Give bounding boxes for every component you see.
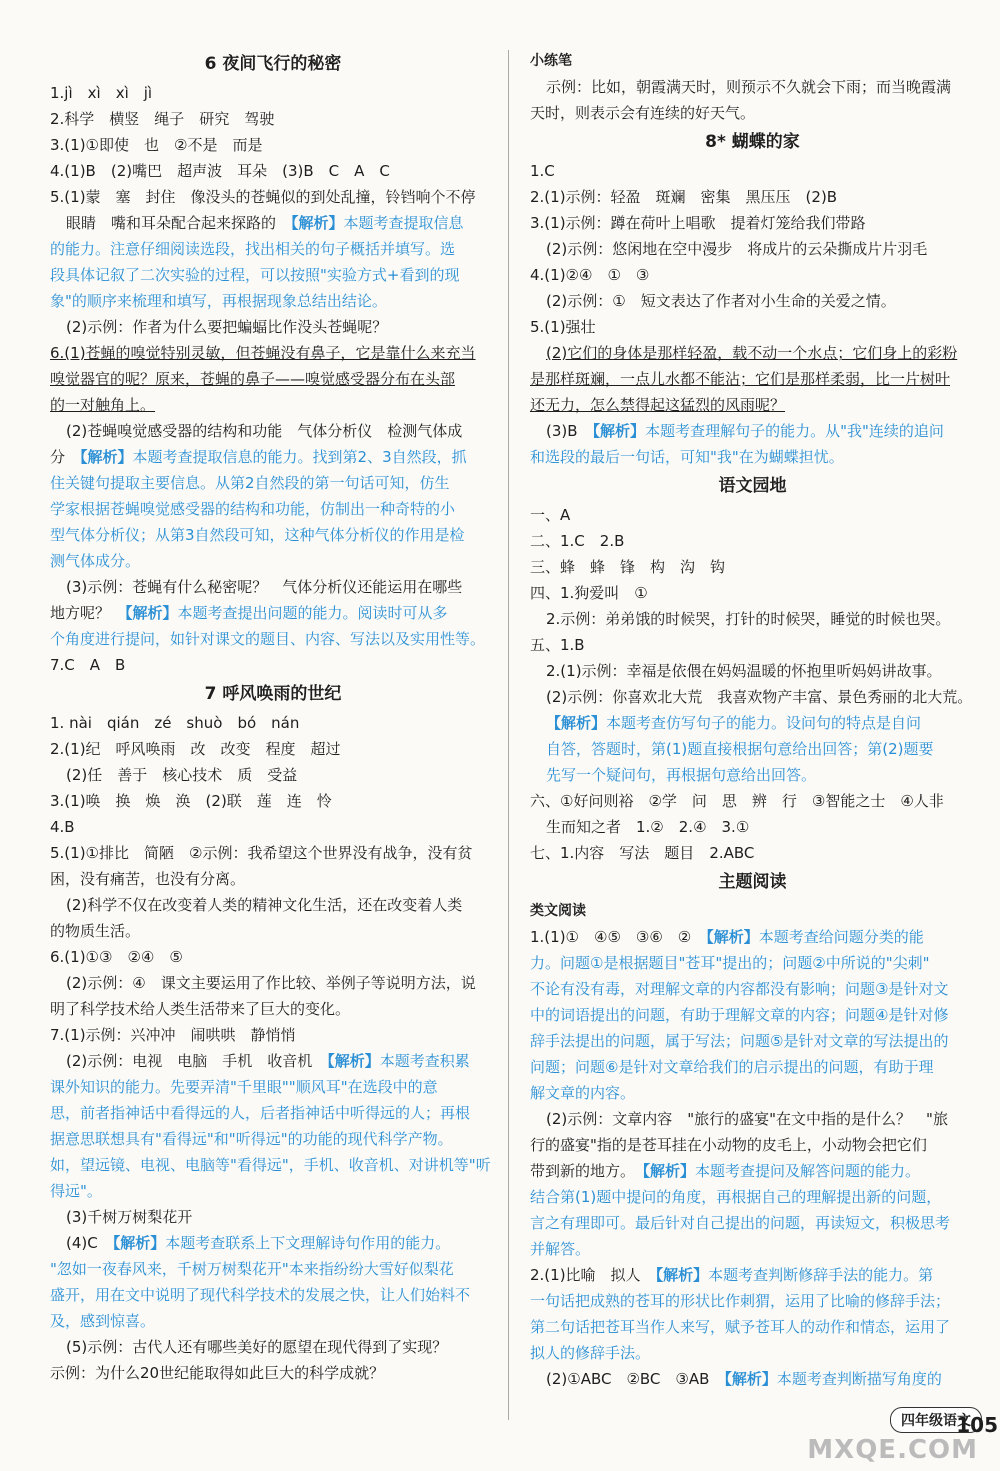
analysis-text-line (50, 522, 496, 548)
line-text: 个角度进行提问，如针对课文的题目、内容、写法以及实用性等。 (50, 630, 486, 648)
answer-line (530, 814, 975, 840)
line-text: 是那样斑斓，一点儿水都不能沾；它们是那样柔弱，比一片树叶 (530, 370, 951, 388)
subsection-title (530, 898, 975, 924)
analysis-text-line (530, 976, 975, 1002)
answer-line (530, 314, 975, 340)
line-text: (2)示例：① 短文表达了作者对小生命的关爱之情。 (546, 292, 896, 310)
answer-line (50, 106, 496, 132)
answer-line (50, 736, 496, 762)
answer-line (50, 314, 496, 340)
line-text: 1.(1)① ④⑤ ③⑥ ② (530, 928, 707, 946)
analysis-tag: 【解析】 (112, 1234, 166, 1252)
line-text: 1. nài qián zé shuò bó nán (50, 714, 300, 732)
line-text: 2.(1)比喻 拟人 (530, 1266, 656, 1284)
answer-line (50, 652, 496, 678)
answer-line (530, 1366, 975, 1392)
answer-line (530, 554, 975, 580)
answer-line (530, 418, 975, 444)
line-text: 拟人的修辞手法。 (530, 1344, 651, 1362)
line-text: 辞手法提出的问题，属于写法；问题⑤是针对文章的写法提出的 (530, 1032, 949, 1050)
answer-line (50, 600, 496, 626)
line-text: (3)B (546, 422, 593, 440)
line-text: 不论有没有毒，对理解文章的内容都没有影响；问题③是针对文 (530, 980, 949, 998)
line-text: 分 (50, 448, 81, 466)
answer-line (50, 892, 496, 918)
section-title (530, 470, 975, 502)
answer-line (50, 710, 496, 736)
line-text: 明了科学技术给人类生活带来了巨大的变化。 (50, 1000, 351, 1018)
answer-line (50, 184, 496, 210)
answer-line (530, 736, 975, 762)
line-text: 嗅觉器官的呢？原来，苍蝇的鼻子——嗅觉感受器分布在头部 (50, 370, 456, 388)
answer-line (530, 632, 975, 658)
line-text: 带到新的地方。 (530, 1162, 643, 1180)
analysis-text-line (530, 1028, 975, 1054)
line-text: (3)千树万树梨花开 (66, 1208, 193, 1226)
line-text: 小练笔 (530, 53, 572, 69)
answer-line (530, 262, 975, 288)
analysis-text-line (50, 470, 496, 496)
line-text: 盛开，用在文中说明了现代科学技术的发展之快，让人们始料不 (50, 1286, 471, 1304)
analysis-text-line (530, 1002, 975, 1028)
line-text: 4.B (50, 818, 75, 836)
line-text: (4)C (66, 1234, 113, 1252)
answer-line (530, 762, 975, 788)
answer-line (530, 684, 975, 710)
line-text: 6 夜间飞行的秘密 (204, 54, 342, 74)
analysis-text-line (530, 1314, 975, 1340)
line-text: 2.示例：弟弟饿的时候哭，打针的时候哭，睡觉的时候也哭。 (546, 610, 951, 628)
line-text: 第二句话把苍耳当作人来写，赋予苍耳人的动作和情态，运用了 (530, 1318, 951, 1336)
line-text: 象"的顺序来梳理和填写，再根据现象总结出结论。 (50, 292, 387, 310)
line-text: 言之有理即可。最后针对自己提出的问题，再读短文，积极思考 (530, 1214, 951, 1232)
answer-line (50, 866, 496, 892)
answer-line (530, 210, 975, 236)
analysis-text-line (530, 1210, 975, 1236)
analysis-text-line (530, 950, 975, 976)
analysis-tag: 【解析】 (327, 1052, 380, 1070)
line-text: 型气体分析仪；从第3自然段可知，这种气体分析仪的作用是检 (50, 526, 465, 544)
analysis-tag: 【解析】 (724, 1370, 777, 1388)
line-text: 3.(1)①即使 也 ②不是 而是 (50, 136, 263, 154)
line-text: 主题阅读 (718, 872, 787, 892)
line-text: 的物质生活。 (50, 922, 141, 940)
answer-line (530, 658, 975, 684)
analysis-text-line (50, 1074, 496, 1100)
line-text: 语文园地 (718, 476, 787, 496)
line-text: 2.科学 横竖 绳子 研究 驾驶 (50, 110, 275, 128)
line-text: 六、①好问则裕 ②学 问 思 辨 行 ③智能之士 ④人非 (530, 792, 944, 810)
line-text: 3.(1)唤 换 焕 涣 (2)联 莲 连 怜 (50, 792, 332, 810)
line-text: (2)苍蝇嗅觉感受器的结构和功能 气体分析仪 检测气体成 (66, 422, 463, 440)
line-text: 4.(1)②④ ① ③ (530, 266, 650, 284)
line-text: 如，望远镜、电视、电脑等"看得远"，手机、收音机、对讲机等"听 (50, 1156, 491, 1174)
analysis-text-line (530, 1340, 975, 1366)
answer-line (530, 1158, 975, 1184)
right-column (530, 48, 975, 1392)
line-text: 住关键句提取主要信息。从第2自然段的第一句话可知，仿生 (50, 474, 450, 492)
answer-line (530, 580, 975, 606)
answer-line (530, 392, 975, 418)
analysis-text-line (50, 496, 496, 522)
analysis-text-line (530, 1054, 975, 1080)
line-text: 3.(1)示例：蹲在荷叶上唱歌 提着灯笼给我们带路 (530, 214, 866, 232)
analysis-text: 本题考查提出问题的能力。阅读时可从多 (177, 604, 448, 622)
answer-line (530, 340, 975, 366)
answer-line (50, 1230, 496, 1256)
answer-line (530, 1132, 975, 1158)
subsection-title (530, 48, 975, 74)
line-text: 问题；问题⑥是针对文章给我们的启示提出的问题，有助于理 (530, 1058, 934, 1076)
line-text: 困，没有痛苦，也没有分离。 (50, 870, 246, 888)
line-text: (5)示例：古代人还有哪些美好的愿望在现代得到了实现？ (66, 1338, 448, 1356)
answer-line (50, 1334, 496, 1360)
watermark: MXQE.COM (807, 1435, 978, 1465)
answer-line (50, 80, 496, 106)
answer-line (530, 366, 975, 392)
line-text: (2)示例：文章内容 "旅行的盛宴"在文中指的是什么？ "旅 (546, 1110, 948, 1128)
analysis-text: 先写一个疑问句，再根据句意给出回答。 (546, 766, 817, 784)
analysis-text-line (50, 262, 496, 288)
line-text: 7.(1)示例：兴冲冲 闹哄哄 静悄悄 (50, 1026, 296, 1044)
analysis-text-line (50, 626, 496, 652)
analysis-text: 本题考查积累 (379, 1052, 470, 1070)
answer-line (50, 918, 496, 944)
answer-line (530, 74, 975, 100)
answer-line (50, 366, 496, 392)
analysis-text-line (50, 1308, 496, 1334)
line-text: 示例：比如，朝霞满天时，则预示不久就会下雨；而当晚霞满 (546, 78, 952, 96)
analysis-text: 本题考查判断修辞手法的能力。第 (708, 1266, 934, 1284)
analysis-tag: 【解析】 (546, 714, 607, 732)
line-text: 示例：为什么20世纪能取得如此巨大的科学成就？ (50, 1364, 385, 1382)
answer-line (50, 574, 496, 600)
line-text: (2)示例：悠闲地在空中漫步 将成片的云朵撕成片片羽毛 (546, 240, 928, 258)
grade-label: 四年级语文 (890, 1407, 982, 1433)
answer-line (530, 924, 975, 950)
analysis-tag: 【解析】 (592, 422, 646, 440)
line-text: 二、1.C 2.B (530, 532, 625, 550)
analysis-text: 本题考查给问题分类的能 (758, 928, 924, 946)
answer-line (530, 502, 975, 528)
answer-line (530, 184, 975, 210)
line-text: 7.C A B (50, 656, 126, 674)
line-text: 中的词语提出的问题，有助于理解文章的内容；问题④是针对修 (530, 1006, 949, 1024)
analysis-text: 本题考查判断描写角度的 (776, 1370, 942, 1388)
answer-line (530, 158, 975, 184)
analysis-text: 本题考查仿写句子的能力。设问句的特点是自问 (606, 714, 922, 732)
line-text: 三、蜂 蜂 锋 构 沟 钩 (530, 558, 726, 576)
answer-line (50, 418, 496, 444)
analysis-tag: 【解析】 (655, 1266, 709, 1284)
analysis-text-line (50, 1178, 496, 1204)
line-text: 眼睛 嘴和耳朵配合起来探路的 (66, 214, 292, 232)
line-text: 生而知之者 1.② 2.④ 3.① (546, 818, 750, 836)
analysis-text: 本题考查提取信息 (343, 214, 464, 232)
column-divider (508, 50, 509, 1420)
line-text: 一、A (530, 506, 571, 524)
line-text: 5.(1)强壮 (530, 318, 596, 336)
line-text: 8* 蝴蝶的家 (705, 132, 800, 152)
section-title (530, 866, 975, 898)
analysis-text: 本题考查提取信息的能力。找到第2、3自然段，抓 (132, 448, 467, 466)
line-text: 一句话把成熟的苍耳的形状比作刺猬，运用了比喻的修辞手法； (530, 1292, 951, 1310)
line-text: (2)示例：④ 课文主要运用了作比较、举例子等说明方法，说 (66, 974, 476, 992)
line-text: (2)科学不仅在改变着人类的精神文化生活，还在改变着人类 (66, 896, 463, 914)
answer-line (530, 288, 975, 314)
line-text: 七、1.内容 写法 题目 2.ABC (530, 844, 755, 862)
analysis-tag: 【解析】 (706, 928, 759, 946)
answer-line (50, 996, 496, 1022)
line-text: 结合第(1)题中提问的角度，再根据自己的理解提出新的问题， (530, 1188, 942, 1206)
line-text: (2)示例：作者为什么要把蝙蝠比作没头苍蝇呢？ (66, 318, 388, 336)
answer-line (50, 1360, 496, 1386)
line-text: 6.(1)苍蝇的嗅觉特别灵敏，但苍蝇没有鼻子，它是靠什么来充当 (50, 344, 476, 362)
analysis-text: 本题考查联系上下文理解诗句作用的能力。 (165, 1234, 451, 1252)
line-text: 段具体记叙了二次实验的过程，可以按照"实验方式+看到的现 (50, 266, 460, 284)
answer-line (530, 528, 975, 554)
analysis-text-line (530, 1184, 975, 1210)
answer-line (50, 1048, 496, 1074)
line-text: (2)示例：电视 电脑 手机 收音机 (66, 1052, 328, 1070)
line-text: 行的盛宴"指的是苍耳挂在小动物的皮毛上，小动物会把它们 (530, 1136, 927, 1154)
answer-line (530, 236, 975, 262)
analysis-text-line (530, 1236, 975, 1262)
line-text: 7 呼风唤雨的世纪 (204, 684, 342, 704)
analysis-text-line (50, 1100, 496, 1126)
answer-line (50, 814, 496, 840)
line-text: 并解答。 (530, 1240, 591, 1258)
answer-line (530, 788, 975, 814)
line-text: 2.(1)示例：幸福是依偎在妈妈温暖的怀抱里听妈妈讲故事。 (546, 662, 942, 680)
line-text: 1.C (530, 162, 555, 180)
answer-line (50, 340, 496, 366)
answer-line (530, 100, 975, 126)
line-text: (2)任 善于 核心技术 质 受益 (66, 766, 298, 784)
section-title (530, 126, 975, 158)
analysis-text-line (50, 236, 496, 262)
answer-line (530, 840, 975, 866)
section-title (50, 678, 496, 710)
line-text: 天时，则表示会有连续的好天气。 (530, 104, 756, 122)
line-text: (3)示例：苍蝇有什么秘密呢？ 气体分析仪还能运用在哪些 (66, 578, 463, 596)
section-title (50, 48, 496, 80)
line-text: 测气体成分。 (50, 552, 141, 570)
answer-line (50, 444, 496, 470)
line-text: 的能力。注意仔细阅读选段，找出相关的句子概括并填写。选 (50, 240, 456, 258)
line-text: 据意思联想具有"看得远"和"听得远"的功能的现代科学产物。 (50, 1130, 453, 1148)
answer-line (50, 762, 496, 788)
line-text: (2)示例：你喜欢北大荒 我喜欢物产丰富、景色秀丽的北大荒。 (546, 688, 973, 706)
line-text: (2)①ABC ②BC ③AB (546, 1370, 725, 1388)
analysis-text-line (530, 1288, 975, 1314)
line-text: 得远"。 (50, 1182, 102, 1200)
line-text: 类文阅读 (530, 903, 586, 919)
answer-line (50, 970, 496, 996)
answer-line (50, 1022, 496, 1048)
answer-line (50, 944, 496, 970)
analysis-text-line (50, 288, 496, 314)
line-text: 2.(1)示例：轻盈 斑斓 密集 黑压压 (2)B (530, 188, 838, 206)
answer-line (530, 606, 975, 632)
analysis-text: 本题考查理解句子的能力。从"我"连续的追问 (645, 422, 944, 440)
line-text: 和选段的最后一句话，可知"我"在为蝴蝶担忧。 (530, 448, 844, 466)
line-text: 的一对触角上。 (50, 396, 156, 414)
left-column (50, 48, 496, 1386)
line-text: 2.(1)纪 呼风唤雨 改 改变 程度 超过 (50, 740, 341, 758)
line-text: "忽如一夜春风来，千树万树梨花开"本来指纷纷大雪好似梨花 (50, 1260, 454, 1278)
answer-line (50, 392, 496, 418)
answer-line (50, 840, 496, 866)
answer-line (50, 1204, 496, 1230)
line-text: 5.(1)①排比 简陋 ②示例：我希望这个世界没有战争，没有贫 (50, 844, 473, 862)
line-text: 还无力，怎么禁得起这猛烈的风雨呢？ (530, 396, 786, 414)
line-text: 五、1.B (530, 636, 585, 654)
line-text: 地方呢？ (50, 604, 126, 622)
line-text: 1.jì xì xì jì (50, 84, 153, 102)
analysis-tag: 【解析】 (642, 1162, 696, 1180)
answer-line (50, 158, 496, 184)
analysis-text-line (530, 1080, 975, 1106)
answer-line (50, 788, 496, 814)
line-text: 课外知识的能力。先要弄清"千里眼""顺风耳"在选段中的意 (50, 1078, 438, 1096)
analysis-text-line (50, 1282, 496, 1308)
line-text: (2)它们的身体是那样轻盈，载不动一个水点；它们身上的彩粉 (546, 344, 958, 362)
analysis-text-line (50, 1152, 496, 1178)
analysis-text: 本题考查提问及解答问题的能力。 (695, 1162, 921, 1180)
analysis-tag: 【解析】 (291, 214, 344, 232)
analysis-text-line (530, 444, 975, 470)
analysis-text-line (50, 1256, 496, 1282)
line-text: 6.(1)①③ ②④ ⑤ (50, 948, 183, 966)
page-number: 105 (956, 1413, 998, 1437)
analysis-tag: 【解析】 (80, 448, 133, 466)
line-text: 解文章的内容。 (530, 1084, 636, 1102)
line-text: 学家根据苍蝇嗅觉感受器的结构和功能，仿制出一种奇特的小 (50, 500, 456, 518)
answer-line (530, 1106, 975, 1132)
analysis-text-line (50, 548, 496, 574)
line-text: 力。问题①是根据题目"苍耳"提出的；问题②中所说的"尖刺" (530, 954, 930, 972)
line-text: 思，前者指神话中看得远的人，后者指神话中听得远的人；再根 (50, 1104, 471, 1122)
answer-line (50, 210, 496, 236)
line-text: 4.(1)B (2)嘴巴 超声波 耳朵 (3)B C A C (50, 162, 390, 180)
line-text: 及，感到惊喜。 (50, 1312, 156, 1330)
analysis-text-line (50, 1126, 496, 1152)
answer-line (530, 1262, 975, 1288)
analysis-text: 自答，答题时，第(1)题直接根据句意给出回答；第(2)题要 (546, 740, 934, 758)
answer-line (50, 132, 496, 158)
answer-line (530, 710, 975, 736)
analysis-tag: 【解析】 (125, 604, 178, 622)
line-text: 四、1.狗爱叫 ① (530, 584, 648, 602)
line-text: 5.(1)蒙 塞 封住 像没头的苍蝇似的到处乱撞，铃铛响个不停 (50, 188, 476, 206)
